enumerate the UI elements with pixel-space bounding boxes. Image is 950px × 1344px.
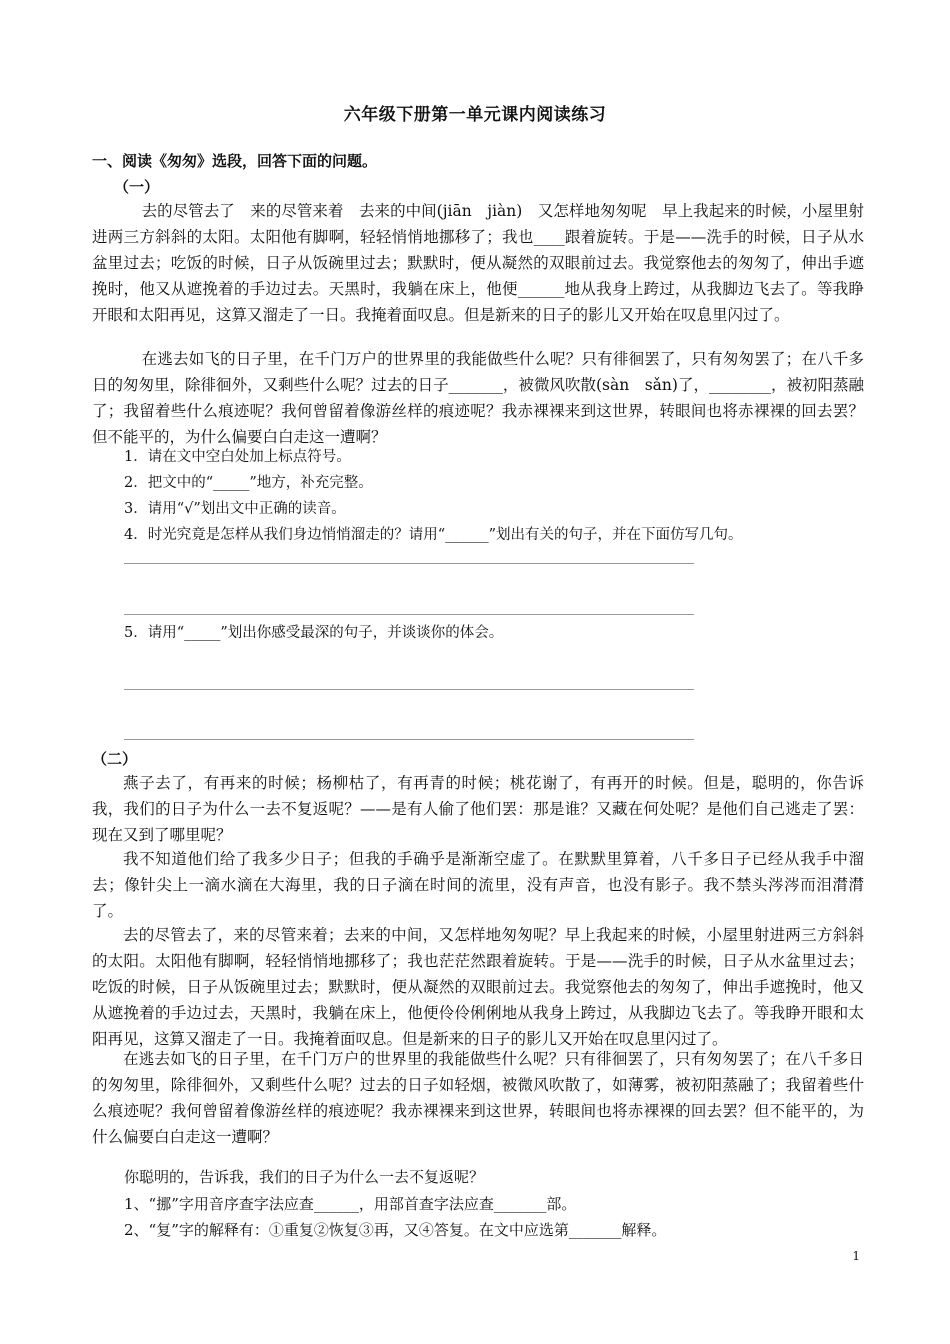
part-label-2: （二） bbox=[92, 750, 138, 768]
question-intro: 你聪明的，告诉我，我们的日子为什么一去不复返呢？ bbox=[124, 1168, 485, 1186]
answer-line[interactable] bbox=[124, 614, 694, 615]
passage2-paragraph-4: 在逃去如飞的日子里，在千门万户的世界里的我能做些什么呢？只有徘徊罢了，只有匆匆罢了；在八千多日的匆匆里，除徘徊外，又剩些什么呢？过去的日子如轻烟，被微风吹散了，如薄雾，被初阳蒸融了；我留着些什么痕迹呢？我何曾留着像游丝样的痕迹呢？我赤裸裸来到这世界，转眼间也将赤裸裸的回去罢？但不能平的，为什么偏要白白走这一遭啊？ bbox=[92, 1050, 864, 1146]
answer-line[interactable] bbox=[124, 739, 694, 740]
question-2-2: 2、“复”字的解释有：①重复②恢复③再，又④答复。在文中应选第_______解释。 bbox=[124, 1221, 667, 1239]
section-heading: 一、阅读《匆匆》选段，回答下面的问题。 bbox=[92, 152, 378, 170]
question-5: 5．请用“_____”划出你感受最深的句子，并谈谈你的体会。 bbox=[124, 625, 504, 641]
passage2-paragraph-1: 燕子去了，有再来的时候；杨柳枯了，有再青的时候；桃花谢了，有再开的时候。但是，聪明的，你告诉我，我们的日子为什么一去不复返呢？——是有人偷了他们罢：那是谁？又藏在何处呢？是他们自己逃走了罢：现在又到了哪里呢？ bbox=[92, 774, 864, 844]
answer-line[interactable] bbox=[124, 563, 694, 564]
question-2-1: 1、“挪”字用音序查字法应查______，用部首查字法应查_______部。 bbox=[124, 1195, 577, 1213]
page-title: 六年级下册第一单元课内阅读练习 bbox=[343, 105, 607, 125]
part-label-1: （一） bbox=[114, 178, 160, 196]
passage1-paragraph-1: 去的尽管去了 来的尽管来着 去来的中间(jiān jiàn) 又怎样地匆匆呢 早上我起来的时候，小屋里射进两三方斜斜的太阳。太阳他有脚啊，轻轻悄悄地挪移了；我也____跟着旋转。于是——洗手的时候，日子从水盆里过去；吃饭的时候，日子从饭碗里过去；默默时，便从凝然的双眼前过去。我觉察他去的匆匆了，伸出手遮挽时，他又从遮挽着的手边过去。天黑时，我躺在床上，他便______地从我身上跨过，从我脚边飞去了。等我睁开眼和太阳再见，这算又溜走了一日。我掩着面叹息。但是新来的日子的影儿又开始在叹息里闪过了。 bbox=[92, 202, 864, 324]
page-number: 1 bbox=[852, 1249, 860, 1263]
question-1: 1．请在文中空白处加上标点符号。 bbox=[124, 449, 351, 465]
passage1-paragraph-2: 在逃去如飞的日子里，在千门万户的世界里的我能做些什么呢？只有徘徊罢了，只有匆匆罢了；在八千多日的匆匆里，除徘徊外，又剩些什么呢？过去的日子_______，被微风吹散(sàn sǎn)了，________，被初阳蒸融了；我留着些什么痕迹呢？我何曾留着像游丝样的痕迹呢？我赤裸裸来到这世界，转眼间也将赤裸裸的回去罢？但不能平的，为什么偏要白白走这一遭啊？ bbox=[92, 350, 864, 446]
question-3: 3．请用“√”划出文中正确的读音。 bbox=[124, 501, 346, 517]
answer-line[interactable] bbox=[124, 689, 694, 690]
question-4: 4．时光究竟是怎样从我们身边悄悄溜走的？请用“______”划出有关的句子，并在下面仿写几句。 bbox=[124, 527, 743, 543]
passage2-paragraph-3: 去的尽管去了，来的尽管来着；去来的中间，又怎样地匆匆呢？早上我起来的时候，小屋里射进两三方斜斜的太阳。太阳他有脚啊，轻轻悄悄地挪移了；我也茫茫然跟着旋转。于是——洗手的时候，日子从水盆里过去；吃饭的时候，日子从饭碗里过去；默默时，便从凝然的双眼前过去。我觉察他去的匆匆了，伸出手遮挽时，他又从遮挽着的手边过去，天黑时，我躺在床上，他便伶伶俐俐地从我身上跨过，从我脚边飞去了。等我睁开眼和太阳再见，这算又溜走了一日。我掩着面叹息。但是新来的日子的影儿又开始在叹息里闪过了。 bbox=[92, 926, 864, 1048]
passage2-paragraph-2: 我不知道他们给了我多少日子；但我的手确乎是渐渐空虚了。在默默里算着，八千多日子已经从我手中溜去；像针尖上一滴水滴在大海里，我的日子滴在时间的流里，没有声音，也没有影子。我不禁头涔涔而泪潸潸了。 bbox=[92, 850, 864, 920]
question-2: 2．把文中的“_____”地方，补充完整。 bbox=[124, 475, 373, 491]
